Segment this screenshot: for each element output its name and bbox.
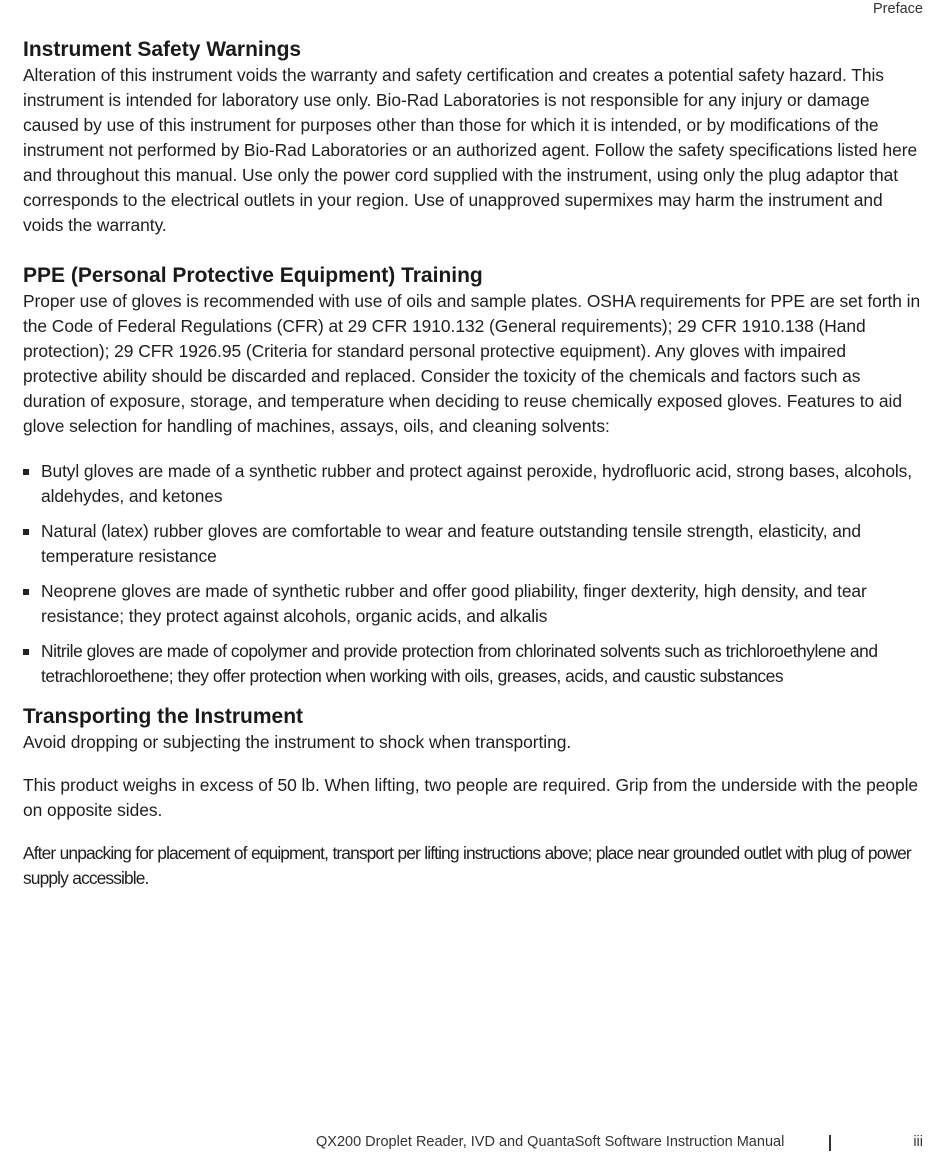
list-item-neoprene	[23, 579, 925, 629]
footer-manual-title: QX200 Droplet Reader, IVD and QuantaSoft Software Instruction Manual	[316, 1134, 785, 1150]
footer-separator	[829, 1135, 831, 1151]
footer-page-number: iii	[913, 1134, 923, 1150]
bullet-square-icon	[23, 649, 29, 655]
transport-paragraph-3: After unpacking for placement of equipment, transport per lifting instructions above; place near grounded outlet with plug of power supply accessible.	[23, 843, 911, 888]
page-header-section: Preface	[873, 1, 923, 17]
list-item-nitrile	[23, 639, 925, 689]
list-item-text: Nitrile gloves are made of copolymer and provide protection from chlorinated solvents such as trichloroethylene and tetrachloroethene; they offer protection when working with oils, greases, acids, and caustic substances	[41, 641, 878, 686]
section-transporting	[23, 703, 925, 891]
transport-paragraph-2: This product weighs in excess of 50 lb. When lifting, two people are required. Grip from the underside with the people on opposite sides.	[23, 775, 919, 820]
section-title-ppe: PPE (Personal Protective Equipment) Training	[23, 264, 483, 287]
glove-list	[23, 459, 925, 689]
section-title-safety: Instrument Safety Warnings	[23, 38, 302, 61]
ppe-paragraph: Proper use of gloves is recommended with use of oils and sample plates. OSHA requirements for PPE are set forth in the Code of Federal Regulations (CFR) at 29 CFR 1910.132 (General requirements); 29 CFR 1910.138 (Hand protection); 29 CFR 1926.95 (Criteria for standard personal protective equipment). Any gloves with impaired protective ability should be discarded and replaced. Consider the toxicity of the chemicals and factors such as duration of exposure, storage, and temperature when deciding to reuse chemically exposed gloves. Features to aid glove selection for handling of machines, assays, oils, and cleaning solvents:	[23, 291, 921, 436]
list-item-text: Butyl gloves are made of a synthetic rubber and protect against peroxide, hydrofluoric acid, strong bases, alcohols, aldehydes, and ketones	[41, 461, 912, 506]
bullet-square-icon	[23, 529, 29, 535]
section-instrument-safety	[23, 36, 925, 238]
bullet-square-icon	[23, 589, 29, 595]
safety-paragraph: Alteration of this instrument voids the warranty and safety certification and creates a potential safety hazard. This instrument is intended for laboratory use only. Bio-Rad Laboratories is not responsible for any injury or damage caused by use of this instrument for purposes other than those for which it is intended, or by modifications of the instrument not performed by Bio-Rad Laboratories or an authorized agent. Follow the safety specifications listed here and throughout this manual. Use only the power cord supplied with the instrument, using only the plug adaptor that corresponds to the electrical outlets in your region. Use of unapproved supermixes may harm the instrument and voids the warranty.	[23, 65, 918, 235]
list-item-text: Neoprene gloves are made of synthetic rubber and offer good pliability, finger dexterity, high density, and tear resistance; they protect against alcohols, organic acids, and alkalis	[41, 581, 867, 626]
list-item-latex	[23, 519, 925, 569]
section-title-transport: Transporting the Instrument	[23, 705, 304, 728]
transport-paragraph-1: Avoid dropping or subjecting the instrument to shock when transporting.	[23, 732, 572, 752]
page-footer	[0, 1133, 950, 1155]
bullet-square-icon	[23, 469, 29, 475]
section-ppe-training	[23, 262, 925, 689]
page-content	[23, 36, 925, 891]
list-item-text: Natural (latex) rubber gloves are comfortable to wear and feature outstanding tensile strength, elasticity, and temperature resistance	[41, 521, 861, 566]
list-item-butyl	[23, 459, 925, 509]
